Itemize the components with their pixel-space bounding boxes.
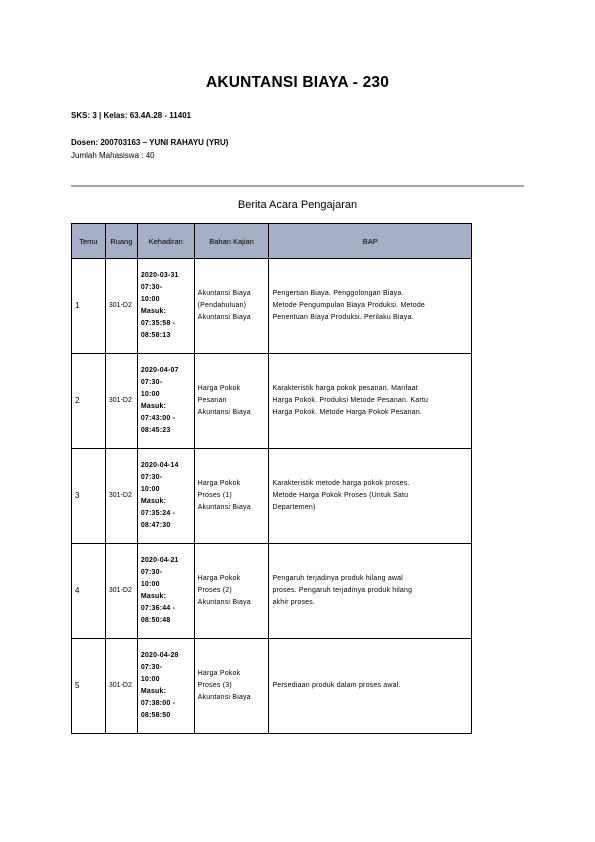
cell-bap [269,354,472,449]
cell-bap [269,639,472,734]
cell-ruang: 301-D2 [105,544,137,639]
kehadiran-line: 10:00 [140,486,160,493]
kehadiran-line: 08:58:13 [140,332,171,339]
cell-bahan-kajian [194,259,269,354]
bahan-line: Akuntansi Biaya [197,314,251,321]
kehadiran-line: 07:30- [140,664,163,671]
bahan-line: Akuntansi Biaya [197,694,251,701]
cell-temu: 1 [72,259,106,354]
cell-kehadiran [137,449,194,544]
course-title: AKUNTANSI BIAYA - 230 [205,74,390,91]
cell-bahan-kajian [194,354,269,449]
bahan-line: Pesanan [197,397,227,404]
kehadiran-line: 08:50:48 [140,617,171,624]
header-temu: Temu [72,224,106,259]
cell-bap [269,544,472,639]
bahan-line: Harga Pokok [197,385,241,392]
cell-bap [269,449,472,544]
kehadiran-line: Masuk: [140,593,167,600]
table-header-row [72,224,472,259]
cell-bahan-kajian [194,639,269,734]
kehadiran-line: 2020-03-31 [140,272,179,279]
bahan-line: Proses (3) [197,682,232,689]
bap-line: Penentuan Biaya Produksi. Perilaku Biaya. [272,314,414,321]
cell-kehadiran [137,544,194,639]
bahan-line: Harga Pokok [197,480,241,487]
header-ruang: Ruang [105,224,137,259]
kehadiran-line: Masuk: [140,498,167,505]
kehadiran-line: 2020-04-14 [140,462,179,469]
section-title: Berita Acara Pengajaran [237,199,358,211]
bap-line: proses. Pengaruh terjadinya produk hilang [272,587,413,594]
table-row [72,544,472,639]
bap-line: Pengertian Biaya. Penggolongan Biaya. [272,290,404,297]
table-row [72,639,472,734]
kehadiran-line: 2020-04-21 [140,557,179,564]
bahan-line: Proses (1) [197,492,232,499]
cell-temu: 4 [72,544,106,639]
kehadiran-line: 08:58:50 [140,712,171,719]
bahan-line: Akuntansi Biaya [197,409,251,416]
kehadiran-line: Masuk: [140,308,167,315]
cell-bap [269,259,472,354]
bap-line: Karakteristik harga pokok pesanan. Manfaat [272,385,418,392]
jumlah-mahasiswa: Jumlah Mahasiswa : 40 [71,151,155,160]
kehadiran-line: 2020-04-28 [140,652,179,659]
bahan-line: Harga Pokok [197,575,241,582]
bahan-line: Akuntansi Biaya [197,290,251,297]
bap-line: Harga Pokok. Metode Harga Pokok Pesanan. [272,409,423,416]
table-row [72,449,472,544]
kehadiran-line: 08:47:30 [140,522,171,529]
cell-bahan-kajian [194,449,269,544]
bahan-line: Harga Pokok [197,670,241,677]
kehadiran-line: 07:43:00 - [140,415,176,422]
bap-line: Harga Pokok. Produksi Metode Pesanan. Kartu [272,397,429,404]
bahan-line: Akuntansi Biaya [197,599,251,606]
kehadiran-line: 10:00 [140,391,160,398]
kehadiran-line: 07:38:00 - [140,700,176,707]
bap-line: Pengaruh terjadinya produk hilang awal [272,575,404,582]
bap-line: Departemen) [272,504,316,511]
cell-bahan-kajian [194,544,269,639]
header-bap: BAP [269,224,472,259]
bahan-line: (Pendahuluan) [197,302,247,309]
sks-kelas-info: SKS: 3 | Kelas: 63.4A.28 - 11401 [71,111,192,120]
dosen-info: Dosen: 200703163 – YUNI RAHAYU (YRU) [71,138,229,147]
table-row [72,259,472,354]
kehadiran-line: 07:30- [140,379,163,386]
kehadiran-line: 10:00 [140,676,160,683]
kehadiran-line: 07:30- [140,474,163,481]
bahan-line: Akuntansi Biaya [197,504,251,511]
bap-table [71,223,472,734]
cell-kehadiran [137,354,194,449]
bahan-line: Proses (2) [197,587,232,594]
kehadiran-line: 07:35:24 - [140,510,176,517]
cell-kehadiran [137,259,194,354]
bap-line: akhir proses. [272,599,316,606]
header-bahan-kajian: Bahan Kajian [194,224,269,259]
table-row [72,354,472,449]
cell-ruang: 301-D2 [105,639,137,734]
kehadiran-line: 07:30- [140,284,163,291]
cell-ruang: 301-D2 [105,354,137,449]
bap-line: Persediaan produk dalam proses awal. [272,682,401,689]
kehadiran-line: 2020-04-07 [140,367,179,374]
kehadiran-line: Masuk: [140,688,167,695]
bap-line: Karakteristik metode harga pokok proses. [272,480,410,487]
cell-temu: 5 [72,639,106,734]
section-divider [71,185,524,187]
kehadiran-line: 07:36:44 - [140,605,176,612]
cell-ruang: 301-D2 [105,259,137,354]
cell-temu: 3 [72,449,106,544]
kehadiran-line: 07:30- [140,569,163,576]
header-kehadiran: Kehadiran [137,224,194,259]
kehadiran-line: Masuk: [140,403,167,410]
cell-ruang: 301-D2 [105,449,137,544]
kehadiran-line: 10:00 [140,581,160,588]
kehadiran-line: 10:00 [140,296,160,303]
cell-temu: 2 [72,354,106,449]
kehadiran-line: 08:45:23 [140,427,171,434]
cell-kehadiran [137,639,194,734]
bap-line: Metode Harga Pokok Proses (Untuk Satu [272,492,409,499]
bap-line: Metode Pengumpulan Biaya Produksi. Metode [272,302,426,309]
kehadiran-line: 07:35:58 - [140,320,176,327]
